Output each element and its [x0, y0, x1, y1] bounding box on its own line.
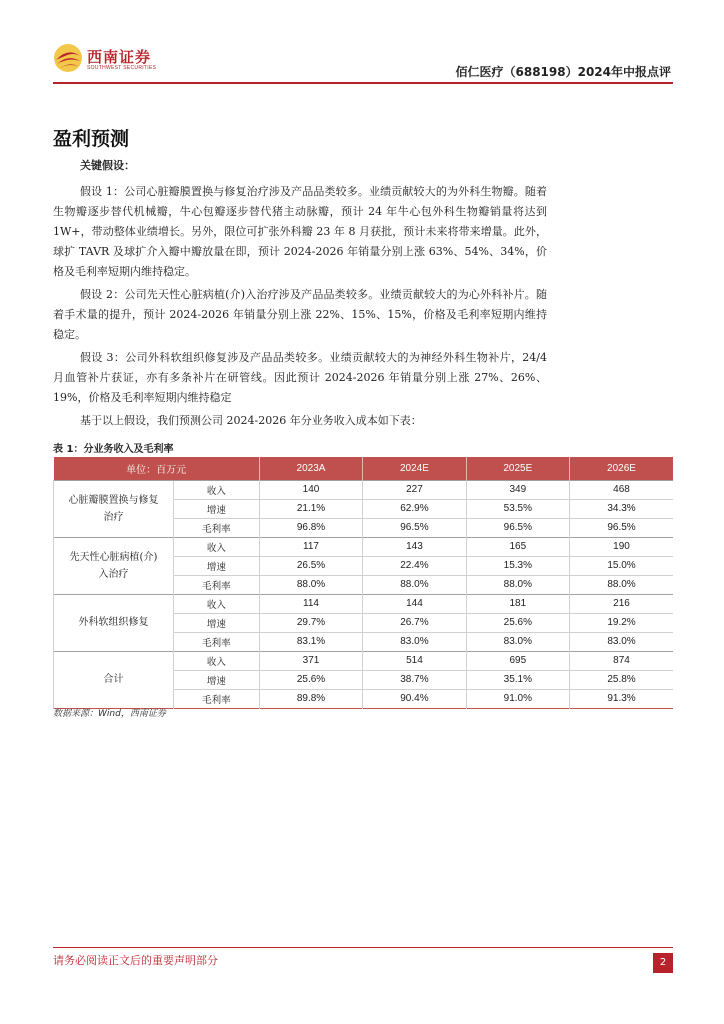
metric-cell: 收入: [173, 594, 259, 613]
logo-text-cn: 西南证券: [87, 48, 152, 66]
value-cell: 62.9%: [363, 499, 466, 518]
logo-mark-icon: [53, 43, 83, 73]
table-caption: 表 1：分业务收入及毛利率: [53, 444, 174, 455]
assumption-2-paragraph: 假设 2：公司先天性心脏病植(介)入治疗涉及产品品类较多。业绩贡献较大的为心外科补片。随着手术量的提升，预计 2024-2026 年销量分别上涨 22%、15%、15%，价格及毛利率短期内维持稳定。: [53, 288, 547, 341]
value-cell: 468: [570, 480, 673, 499]
page-header: [0, 0, 724, 90]
value-cell: 21.1%: [259, 499, 362, 518]
segment-name-cell: 先天性心脏病植(介)入治疗: [54, 537, 174, 594]
data-source: 数据来源：Wind，西南证券: [53, 709, 166, 719]
value-cell: 216: [570, 594, 673, 613]
revenue-margin-table: [53, 457, 673, 709]
value-cell: 22.4%: [363, 556, 466, 575]
metric-cell: 增速: [173, 613, 259, 632]
metric-cell: 毛利率: [173, 689, 259, 708]
value-cell: 15.3%: [466, 556, 569, 575]
year-header: 2025E: [466, 457, 569, 480]
segment-name-cell: 外科软组织修复: [54, 594, 174, 651]
value-cell: 35.1%: [466, 670, 569, 689]
table-row: [54, 480, 674, 499]
table-row: [54, 594, 674, 613]
value-cell: 96.5%: [466, 518, 569, 537]
value-cell: 90.4%: [363, 689, 466, 708]
value-cell: 144: [363, 594, 466, 613]
value-cell: 371: [259, 651, 362, 670]
value-cell: 83.0%: [466, 632, 569, 651]
value-cell: 25.6%: [466, 613, 569, 632]
table-header-row: [54, 457, 674, 480]
section-title: 盈利预测: [53, 128, 130, 150]
value-cell: 83.0%: [570, 632, 673, 651]
value-cell: 143: [363, 537, 466, 556]
segment-name-cell: 心脏瓣膜置换与修复治疗: [54, 480, 174, 537]
table-row: [54, 651, 674, 670]
value-cell: 96.8%: [259, 518, 362, 537]
value-cell: 34.3%: [570, 499, 673, 518]
metric-cell: 毛利率: [173, 575, 259, 594]
value-cell: 514: [363, 651, 466, 670]
value-cell: 88.0%: [363, 575, 466, 594]
value-cell: 695: [466, 651, 569, 670]
metric-cell: 增速: [173, 670, 259, 689]
key-assumptions-title: 关键假设：: [80, 159, 135, 172]
unit-header: 单位：百万元: [54, 457, 260, 480]
value-cell: 117: [259, 537, 362, 556]
value-cell: 190: [570, 537, 673, 556]
metric-cell: 收入: [173, 651, 259, 670]
year-header: 2023A: [259, 457, 362, 480]
value-cell: 53.5%: [466, 499, 569, 518]
year-header: 2026E: [570, 457, 673, 480]
table-body: [54, 480, 674, 708]
assumption-1-paragraph: 假设 1：公司心脏瓣膜置换与修复治疗涉及产品品类较多。业绩贡献较大的为外科生物瓣。随着生物瓣逐步替代机械瓣，牛心包瓣逐步替代猪主动脉瓣，预计 24 年牛心包外科生物瓣销量将达到 1W+，带动整体业绩增长。另外，限位可扩张外科瓣 23 年 8 月获批，预计未来将带来增量。此外，球扩 TAVR 及球扩介入瓣中瓣放量在即，预计 2024-2026 年销量分别上涨 63%、54%、34%，价格及毛利率短期内维持稳定。: [53, 185, 547, 278]
value-cell: 83.1%: [259, 632, 362, 651]
year-header: 2024E: [363, 457, 466, 480]
value-cell: 88.0%: [466, 575, 569, 594]
value-cell: 91.3%: [570, 689, 673, 708]
metric-cell: 收入: [173, 480, 259, 499]
forecast-intro-paragraph: 基于以上假设，我们预测公司 2024-2026 年分业务收入成本如下表：: [80, 414, 422, 427]
value-cell: 19.2%: [570, 613, 673, 632]
metric-cell: 毛利率: [173, 518, 259, 537]
footer-disclaimer: 请务必阅读正文后的重要声明部分: [53, 954, 218, 967]
value-cell: 349: [466, 480, 569, 499]
value-cell: 25.8%: [570, 670, 673, 689]
value-cell: 96.5%: [570, 518, 673, 537]
metric-cell: 收入: [173, 537, 259, 556]
value-cell: 96.5%: [363, 518, 466, 537]
logo-text-en: SOUTHWEST SECURITIES: [87, 65, 157, 71]
value-cell: 181: [466, 594, 569, 613]
value-cell: 874: [570, 651, 673, 670]
value-cell: 15.0%: [570, 556, 673, 575]
value-cell: 26.7%: [363, 613, 466, 632]
value-cell: 25.6%: [259, 670, 362, 689]
report-title: 佰仁医疗（688198）2024年中报点评: [455, 65, 671, 79]
metric-cell: 毛利率: [173, 632, 259, 651]
metric-cell: 增速: [173, 499, 259, 518]
revenue-table-container: [53, 457, 673, 709]
header-divider: [53, 82, 673, 84]
value-cell: 83.0%: [363, 632, 466, 651]
value-cell: 29.7%: [259, 613, 362, 632]
value-cell: 88.0%: [570, 575, 673, 594]
value-cell: 140: [259, 480, 362, 499]
metric-cell: 增速: [173, 556, 259, 575]
value-cell: 38.7%: [363, 670, 466, 689]
value-cell: 88.0%: [259, 575, 362, 594]
segment-name-cell: 合计: [54, 651, 174, 708]
table-row: [54, 537, 674, 556]
value-cell: 114: [259, 594, 362, 613]
value-cell: 227: [363, 480, 466, 499]
footer-divider: [53, 947, 673, 948]
assumption-3-paragraph: 假设 3：公司外科软组织修复涉及产品品类较多。业绩贡献较大的为神经外科生物补片，24/4 月血管补片获证，亦有多条补片在研管线。因此预计 2024-2026 年销量分别上涨 27%、26%、19%，价格及毛利率短期内维持稳定: [53, 351, 547, 404]
value-cell: 91.0%: [466, 689, 569, 708]
page-number: 2: [653, 953, 673, 973]
company-logo: [53, 43, 157, 77]
value-cell: 89.8%: [259, 689, 362, 708]
value-cell: 26.5%: [259, 556, 362, 575]
value-cell: 165: [466, 537, 569, 556]
